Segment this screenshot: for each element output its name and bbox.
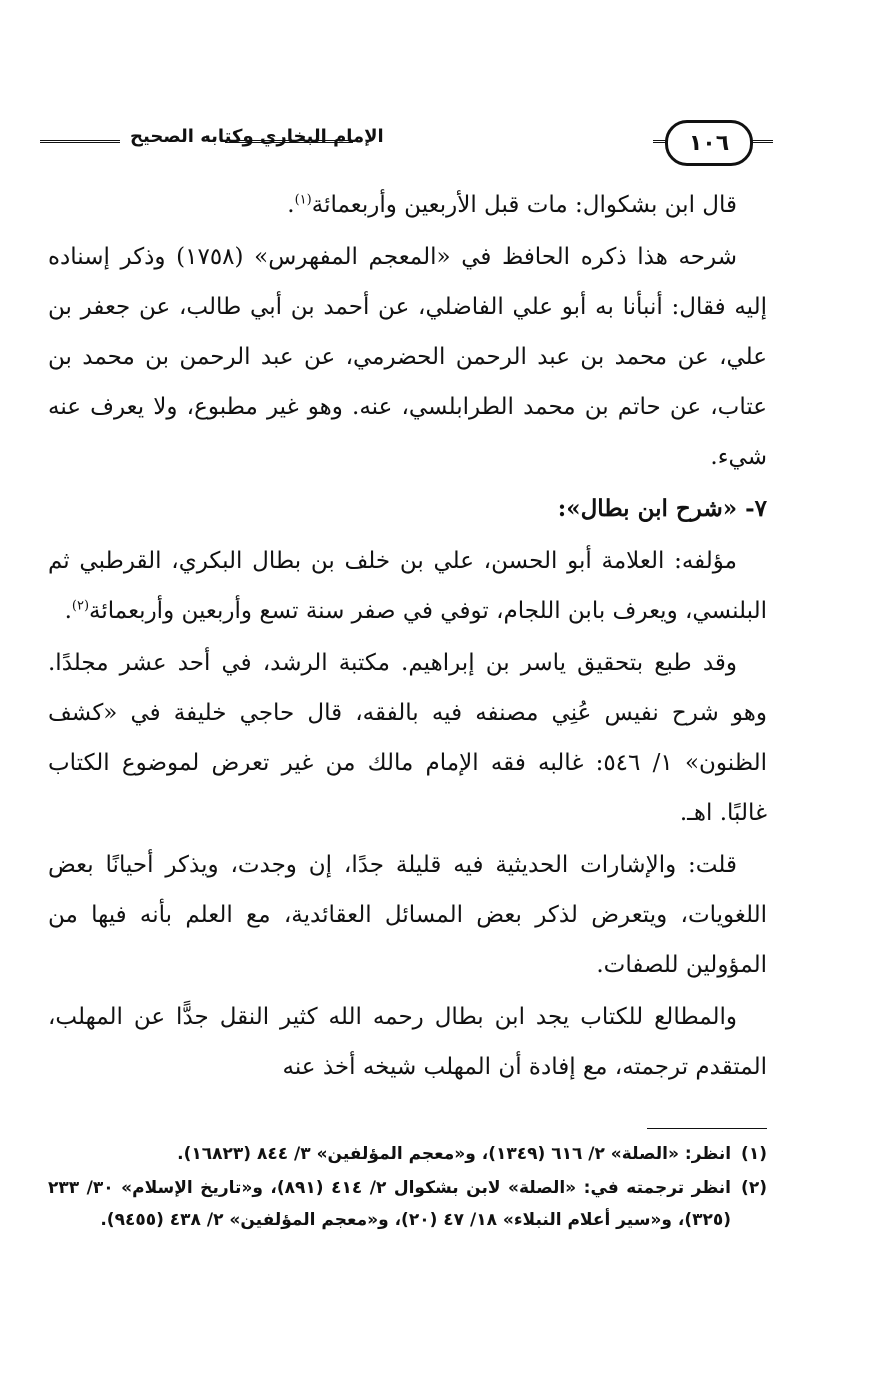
paragraph: وقد طبع بتحقيق ياسر بن إبراهيم. مكتبة الرشد، في أحد عشر مجلدًا. وهو شرح نفيس عُنِي مصنفه فيه بالفقه، قال حاجي خليفة في «كشف الظنون» ١/ ٥٤٦: غالبه فقه الإمام مالك من غير تعرض لموضوع الكتاب غالبًا. اهـ. <box>48 650 768 826</box>
running-title: الإمام البخاري وكتابه الصحيح <box>130 126 384 147</box>
paragraph-tail: . <box>287 192 295 218</box>
paragraph: قلت: والإشارات الحديثية فيه قليلة جدًا، إن وجدت، ويذكر أحيانًا بعض اللغويات، ويتعرض لذكر بعض المسائل العقائدية، مع العلم بأنه فيها من المؤولين للصفات. <box>48 852 767 978</box>
page-header <box>40 118 773 162</box>
footnote-separator <box>647 1128 767 1129</box>
page-number: ١٠٦ <box>665 120 753 166</box>
paragraph: شرحه هذا ذكره الحافظ في «المعجم المفهرس» (١٧٥٨) وذكر إسناده إليه فقال: أنبأنا به أبو علي الفاضلي، عن أحمد بن أبي طالب، عن جعفر بن علي، عن محمد بن عبد الرحمن الحضرمي، عن عبد الرحمن بن محمد بن عتاب، عن حاتم بن محمد الطرابلسي، عنه. وهو غير مطبوع، ولا يعرف عنه شيء. <box>48 244 767 470</box>
main-text <box>48 180 767 1094</box>
footnote-text: انظر: «الصلة» ٢/ ٦١٦ (١٣٤٩)، و«معجم المؤلفين» ٣/ ٨٤٤ (١٦٨٢٣). <box>177 1144 732 1164</box>
footnotes <box>48 1138 767 1238</box>
paragraph-text: قال ابن بشكوال: مات قبل الأربعين وأربعمائة <box>311 192 737 218</box>
footnote-number: (٢) <box>741 1178 767 1198</box>
paragraph-tail: . <box>64 598 72 624</box>
footnote-marker: (٢) <box>71 598 90 614</box>
footnote <box>48 1138 767 1170</box>
paragraph <box>48 536 767 636</box>
section-heading: ٧- «شرح ابن بطال»: <box>557 495 767 522</box>
footnote-text: انظر ترجمته في: «الصلة» لابن بشكوال ٢/ ٤١٤ (٨٩١)، و«تاريخ الإسلام» ٣٠/ ٢٣٣ (٣٢٥)، و«سير أعلام النبلاء» ١٨/ ٤٧ (٢٠)، و«معجم المؤلفين» ٢/ ٤٣٨ (٩٤٥٥). <box>48 1178 732 1230</box>
footnote-number: (١) <box>741 1144 767 1164</box>
paragraph <box>48 180 767 230</box>
footnote <box>48 1172 767 1236</box>
paragraph: والمطالع للكتاب يجد ابن بطال رحمه الله كثير النقل جدًّا عن المهلب، المتقدم ترجمته، مع إفادة أن المهلب شيخه أخذ عنه <box>48 1004 767 1080</box>
footnote-marker: (١) <box>294 192 312 208</box>
paragraph-text: مؤلفه: العلامة أبو الحسن، علي بن خلف بن بطال البكري، القرطبي ثم البلنسي، ويعرف بابن اللجام، توفي في صفر سنة تسع وأربعين وأربعمائة <box>48 548 767 624</box>
header-rule-left <box>40 140 120 143</box>
